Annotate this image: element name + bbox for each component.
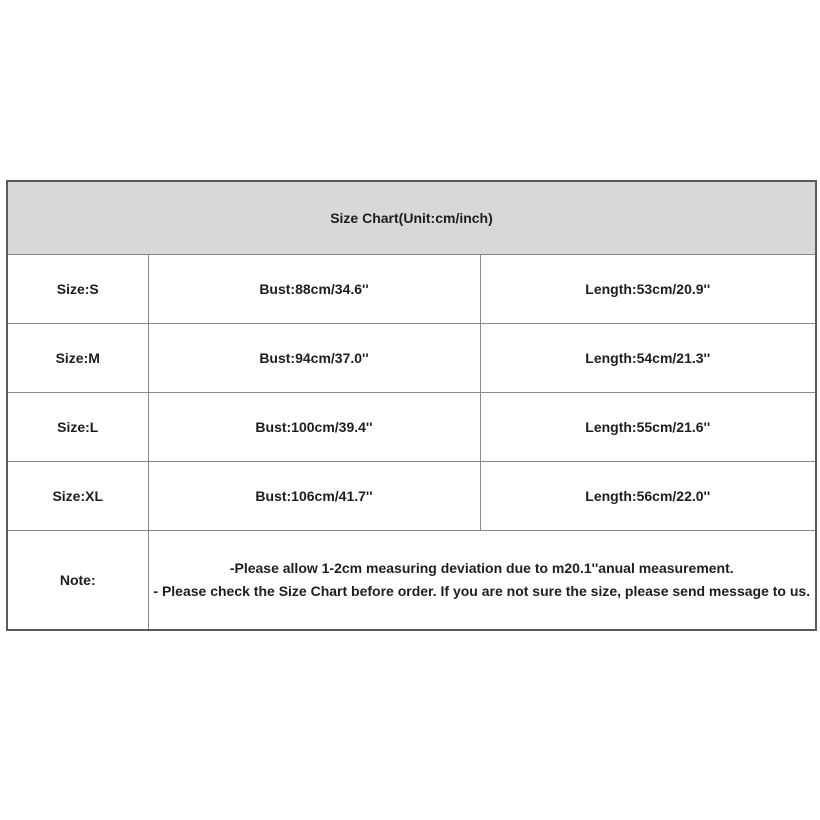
size-cell: Size:L (7, 393, 148, 462)
bust-cell: Bust:94cm/37.0'' (148, 324, 480, 393)
note-content (148, 531, 816, 631)
length-cell: Length:55cm/21.6'' (480, 393, 816, 462)
table-row (7, 255, 816, 324)
size-chart-title-row (7, 181, 816, 255)
table-row (7, 393, 816, 462)
note-label: Note: (7, 531, 148, 631)
length-cell: Length:54cm/21.3'' (480, 324, 816, 393)
size-cell: Size:M (7, 324, 148, 393)
size-cell: Size:XL (7, 462, 148, 531)
size-cell: Size:S (7, 255, 148, 324)
table-row (7, 462, 816, 531)
length-cell: Length:53cm/20.9'' (480, 255, 816, 324)
size-chart-title: Size Chart(Unit:cm/inch) (7, 181, 816, 255)
table-row (7, 324, 816, 393)
bust-cell: Bust:88cm/34.6'' (148, 255, 480, 324)
size-chart-table (6, 180, 817, 631)
note-row (7, 531, 816, 631)
note-line-check-chart: - Please check the Size Chart before order. If you are not sure the size, please send message to us. (153, 583, 811, 599)
note-line-deviation: -Please allow 1-2cm measuring deviation due to m20.1''anual measurement. (229, 560, 734, 576)
bust-cell: Bust:106cm/41.7'' (148, 462, 480, 531)
bust-cell: Bust:100cm/39.4'' (148, 393, 480, 462)
length-cell: Length:56cm/22.0'' (480, 462, 816, 531)
